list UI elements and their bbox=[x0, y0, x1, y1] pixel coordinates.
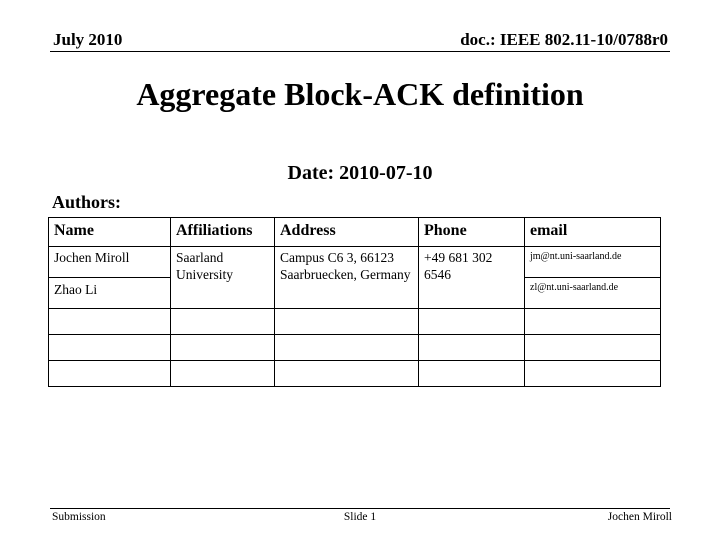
footer-author: Jochen Miroll bbox=[607, 511, 672, 523]
column-header-address: Address bbox=[275, 218, 419, 247]
table-cell-empty bbox=[419, 361, 525, 387]
table-cell-empty bbox=[419, 335, 525, 361]
footer-slide-number: Slide 1 bbox=[343, 511, 377, 523]
table-row bbox=[49, 247, 661, 278]
column-header-email: email bbox=[525, 218, 661, 247]
author-affiliation: Saarland University bbox=[171, 247, 275, 309]
header-doc-id: doc.: IEEE 802.11-10/0788r0 bbox=[460, 30, 668, 49]
table-cell-empty bbox=[49, 335, 171, 361]
author-phone: +49 681 302 6546 bbox=[419, 247, 525, 309]
footer-divider bbox=[50, 508, 670, 509]
header-divider bbox=[50, 51, 670, 52]
author-address: Campus C6 3, 66123 Saarbruecken, Germany bbox=[275, 247, 419, 309]
table-header-row bbox=[49, 218, 661, 247]
table-cell-empty bbox=[171, 361, 275, 387]
authors-table bbox=[48, 217, 661, 387]
table-cell-empty bbox=[525, 335, 661, 361]
column-header-name: Name bbox=[49, 218, 171, 247]
table-row-empty bbox=[49, 335, 661, 361]
table-cell-empty bbox=[275, 361, 419, 387]
table-row-empty bbox=[49, 309, 661, 335]
authors-label: Authors: bbox=[52, 192, 122, 212]
author-name: Zhao Li bbox=[49, 278, 171, 309]
table-cell-empty bbox=[49, 361, 171, 387]
author-email: zl@nt.uni-saarland.de bbox=[525, 278, 661, 309]
submission-date: Date: 2010-07-10 bbox=[287, 162, 433, 184]
table-cell-empty bbox=[275, 335, 419, 361]
table-cell-empty bbox=[171, 309, 275, 335]
author-name: Jochen Miroll bbox=[49, 247, 171, 278]
header-date: July 2010 bbox=[53, 30, 123, 49]
table-cell-empty bbox=[525, 309, 661, 335]
footer-submission: Submission bbox=[52, 511, 106, 523]
table-cell-empty bbox=[171, 335, 275, 361]
table-cell-empty bbox=[275, 309, 419, 335]
column-header-phone: Phone bbox=[419, 218, 525, 247]
table-cell-empty bbox=[49, 309, 171, 335]
table-row-empty bbox=[49, 361, 661, 387]
author-email: jm@nt.uni-saarland.de bbox=[525, 247, 661, 278]
slide-title: Aggregate Block-ACK definition bbox=[136, 76, 584, 112]
table-cell-empty bbox=[419, 309, 525, 335]
column-header-affiliations: Affiliations bbox=[171, 218, 275, 247]
table-cell-empty bbox=[525, 361, 661, 387]
